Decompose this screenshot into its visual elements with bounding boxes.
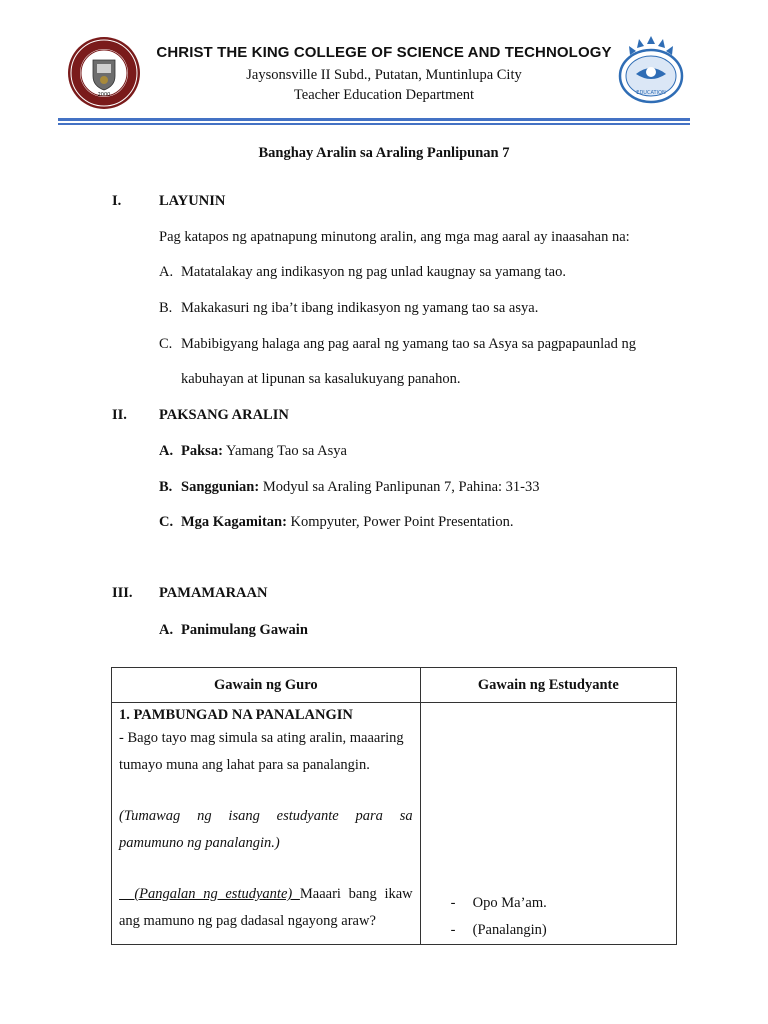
objective-text: Makakasuri ng iba’t ibang indikasyon ng yamang tao sa asya.	[181, 300, 539, 316]
subject-matter-item	[159, 479, 540, 496]
header-rule-thick	[58, 118, 690, 121]
activity-table	[111, 667, 677, 945]
subject-label: Mga Kagamitan:	[181, 514, 287, 530]
teacher-line: tumayo muna ang lahat para sa panalangin.	[119, 757, 370, 773]
activity-heading: 1. PAMBUNGAD NA PANALANGIN	[119, 707, 353, 723]
section-1-number: I.	[112, 193, 122, 209]
teacher-line: - Bago tayo mag simula sa ating aralin, maaaring	[119, 730, 404, 746]
svg-text:2000: 2000	[97, 92, 111, 98]
college-name: CHRIST THE KING COLLEGE OF SCIENCE AND TECHNOLOGY	[156, 44, 612, 61]
section-2-number: II.	[112, 407, 127, 423]
section-1-title: LAYUNIN	[159, 193, 226, 209]
objective-item	[159, 336, 636, 353]
subject-matter-item	[159, 514, 513, 531]
subject-value: Kompyuter, Power Point Presentation.	[290, 514, 514, 530]
objective-text: Mabibigyang halaga ang pag aaral ng yamang tao sa Asya sa pagpapaunlad ng	[181, 336, 636, 352]
subject-value: Modyul sa Araling Panlipunan 7, Pahina: 31-33	[262, 479, 540, 495]
objective-letter: A.	[159, 264, 174, 280]
section-2-title: PAKSANG ARALIN	[159, 407, 289, 423]
table-row	[112, 703, 677, 945]
college-address: Jaysonsville II Subd., Putatan, Muntinlupa City	[246, 67, 522, 83]
document-title: Banghay Aralin sa Araling Panlipunan 7	[258, 145, 510, 161]
question-line: ang mamuno ng pag dadasal ngayong araw?	[119, 913, 376, 929]
table-header-row	[112, 668, 677, 703]
subject-letter: A.	[159, 443, 174, 459]
education-crest-logo	[612, 34, 690, 106]
subsection-heading	[159, 622, 308, 639]
subject-label: Sanggunian:	[181, 479, 260, 495]
objective-item	[159, 264, 566, 281]
objective-text-continued: kabuhayan at lipunan sa kasalukuyang panahon.	[181, 371, 461, 387]
column-header-teacher: Gawain ng Guro	[112, 668, 421, 703]
response-text: (Panalangin)	[472, 922, 547, 938]
section-3-title: PAMAMARAAN	[159, 585, 268, 601]
department-name: Teacher Education Department	[293, 87, 475, 103]
teacher-activity-cell	[112, 703, 421, 945]
objective-text: Matatalakay ang indikasyon ng pag unlad kaugnay sa yamang tao.	[181, 264, 566, 280]
column-header-student: Gawain ng Estudyante	[420, 668, 676, 703]
subject-label: Paksa:	[181, 443, 223, 459]
response-text: Opo Ma’am.	[472, 895, 547, 911]
objectives-intro: Pag katapos ng apatnapung minutong aralin, ang mga mag aaral ay inaasahan na:	[159, 229, 630, 245]
subject-matter-item	[159, 443, 347, 460]
subsection-letter: A.	[159, 622, 174, 638]
student-response	[451, 895, 547, 912]
subject-letter: C.	[159, 514, 174, 530]
instruction-line: pamumuno ng panalangin.)	[119, 835, 280, 851]
objective-item	[159, 300, 538, 317]
education-crest-icon	[612, 34, 690, 106]
objective-letter: C.	[159, 336, 173, 352]
student-response	[451, 922, 547, 939]
subject-letter: B.	[159, 479, 173, 495]
response-dash: -	[450, 922, 456, 938]
subject-value: Yamang Tao sa Asya	[226, 443, 347, 459]
instruction-line: (Tumawag ng isang estudyante para sa	[119, 808, 413, 824]
student-name-blank: (Pangalan ng estudyante)	[119, 886, 300, 902]
question-line	[119, 881, 413, 908]
student-activity-cell	[420, 703, 676, 945]
section-3-number: III.	[112, 585, 133, 601]
header-rule-thin	[58, 123, 690, 125]
subsection-title: Panimulang Gawain	[181, 622, 308, 638]
svg-text:EDUCATION: EDUCATION	[636, 90, 666, 96]
objective-letter: B.	[159, 300, 173, 316]
question-text: Maaari bang ikaw	[299, 886, 413, 902]
response-dash: -	[450, 895, 456, 911]
